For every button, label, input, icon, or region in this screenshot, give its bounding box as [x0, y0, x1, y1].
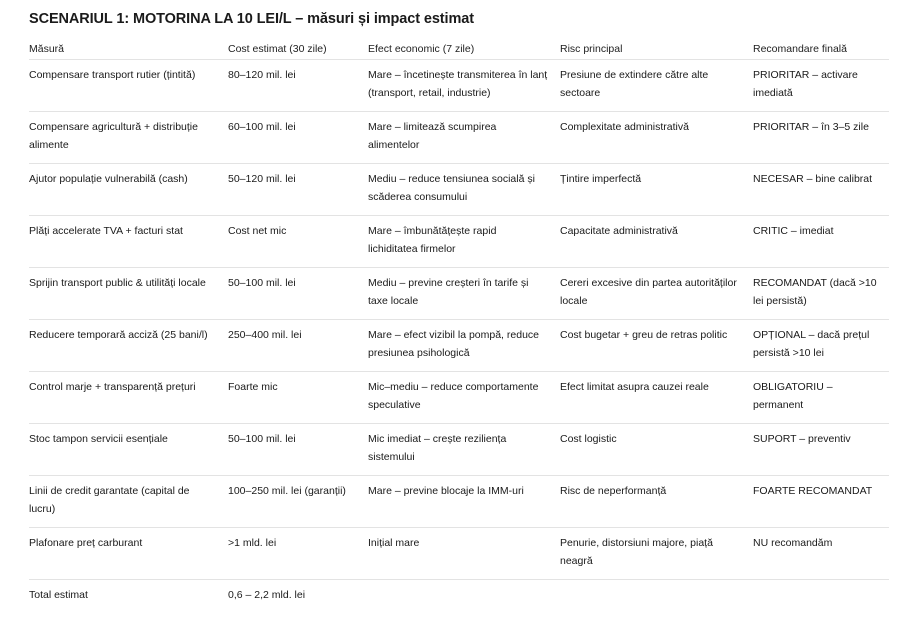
- cell-recomandare: OBLIGATORIU – permanent: [753, 381, 833, 411]
- header-cost: Cost estimat (30 zile): [228, 43, 327, 55]
- cell-cost: 50–100 mil. lei: [228, 277, 296, 289]
- table-row: [29, 528, 889, 580]
- cell-cost: Cost net mic: [228, 225, 287, 237]
- cell-recomandare: PRIORITAR – în 3–5 zile: [753, 121, 869, 133]
- measures-table: [29, 36, 889, 608]
- cell-efect: Mare – previne blocaje la IMM-uri: [368, 485, 524, 497]
- table-header-row: [29, 36, 889, 60]
- cell-empty: [560, 580, 753, 608]
- cell-efect: Inițial mare: [368, 537, 420, 549]
- cell-recomandare: NU recomandăm: [753, 537, 833, 549]
- cell-empty: [753, 580, 889, 608]
- cell-masura: Control marje + transparență prețuri: [29, 381, 196, 393]
- total-row: [29, 580, 889, 608]
- cell-risc: Efect limitat asupra cauzei reale: [560, 381, 709, 393]
- cell-efect: Mic imediat – crește reziliența sistemului: [368, 433, 507, 463]
- cell-cost: Foarte mic: [228, 381, 278, 393]
- cell-masura: Ajutor populație vulnerabilă (cash): [29, 173, 188, 185]
- cell-cost: 250–400 mil. lei: [228, 329, 302, 341]
- cell-cost: 80–120 mil. lei: [228, 69, 296, 81]
- cell-cost: 50–100 mil. lei: [228, 433, 296, 445]
- table-row: [29, 60, 889, 112]
- table-row: [29, 476, 889, 528]
- cell-recomandare: PRIORITAR – activare imediată: [753, 69, 858, 99]
- table-row: [29, 112, 889, 164]
- cell-efect: Mediu – previne creșteri în tarife și taxe locale: [368, 277, 529, 307]
- cell-efect: Mare – îmbunătățește rapid lichiditatea firmelor: [368, 225, 497, 255]
- cell-efect: Mare – încetinește transmiterea în lanț (transport, retail, industrie): [368, 69, 548, 99]
- cell-cost: >1 mld. lei: [228, 537, 277, 549]
- cell-cost: 50–120 mil. lei: [228, 173, 296, 185]
- cell-masura: Compensare agricultură + distribuție alimente: [29, 121, 198, 151]
- cell-masura: Reducere temporară acciză (25 bani/l): [29, 329, 208, 341]
- header-efect: Efect economic (7 zile): [368, 43, 475, 55]
- cell-risc: Cost bugetar + greu de retras politic: [560, 329, 728, 341]
- table-row: [29, 268, 889, 320]
- cell-risc: Penurie, distorsiuni majore, piață neagră: [560, 537, 713, 567]
- table-row: [29, 424, 889, 476]
- total-label: Total estimat: [29, 589, 88, 601]
- cell-masura: Sprijin transport public & utilități locale: [29, 277, 206, 289]
- cell-recomandare: FOARTE RECOMANDAT: [753, 485, 873, 497]
- cell-cost: 60–100 mil. lei: [228, 121, 296, 133]
- cell-recomandare: RECOMANDAT (dacă >10 lei persistă): [753, 277, 877, 307]
- table-row: [29, 372, 889, 424]
- header-recomandare: Recomandare finală: [753, 43, 847, 55]
- total-value: 0,6 – 2,2 mld. lei: [228, 589, 306, 601]
- cell-masura: Compensare transport rutier (țintită): [29, 69, 196, 81]
- cell-risc: Țintire imperfectă: [560, 173, 642, 185]
- cell-risc: Cereri excesive din partea autorităților locale: [560, 277, 737, 307]
- header-masura: Măsură: [29, 43, 65, 55]
- cell-risc: Presiune de extindere către alte sectoare: [560, 69, 709, 99]
- cell-recomandare: SUPORT – preventiv: [753, 433, 851, 445]
- cell-efect: Mic–mediu – reduce comportamente speculative: [368, 381, 539, 411]
- cell-risc: Complexitate administrativă: [560, 121, 689, 133]
- cell-masura: Linii de credit garantate (capital de lucru): [29, 485, 190, 515]
- cell-risc: Cost logistic: [560, 433, 617, 445]
- cell-masura: Plăți accelerate TVA + facturi stat: [29, 225, 183, 237]
- table-row: [29, 320, 889, 372]
- header-risc: Risc principal: [560, 43, 623, 55]
- cell-recomandare: OPȚIONAL – dacă prețul persistă >10 lei: [753, 329, 870, 359]
- page-title: SCENARIUL 1: MOTORINA LA 10 LEI/L – măsuri și impact estimat: [29, 11, 474, 27]
- cell-recomandare: CRITIC – imediat: [753, 225, 834, 237]
- cell-efect: Mare – efect vizibil la pompă, reduce presiunea psihologică: [368, 329, 539, 359]
- cell-masura: Plafonare preț carburant: [29, 537, 143, 549]
- cell-efect: Mediu – reduce tensiunea socială și scăderea consumului: [368, 173, 535, 203]
- table-row: [29, 164, 889, 216]
- cell-empty: [368, 580, 560, 608]
- cell-recomandare: NECESAR – bine calibrat: [753, 173, 873, 185]
- table-row: [29, 216, 889, 268]
- cell-cost: 100–250 mil. lei (garanții): [228, 485, 346, 497]
- cell-efect: Mare – limitează scumpirea alimentelor: [368, 121, 497, 151]
- cell-masura: Stoc tampon servicii esențiale: [29, 433, 168, 445]
- cell-risc: Risc de neperformanță: [560, 485, 667, 497]
- cell-risc: Capacitate administrativă: [560, 225, 678, 237]
